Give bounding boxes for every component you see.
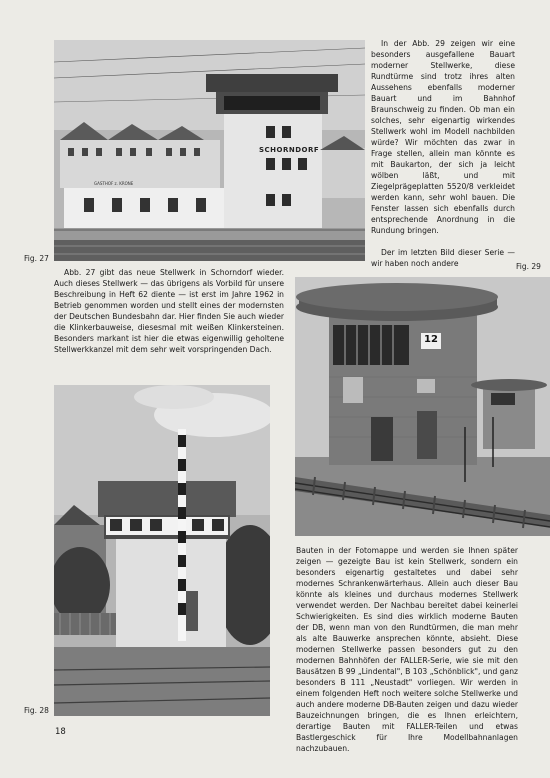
- caption-fig29: Fig. 29: [516, 262, 541, 271]
- text-right-top: In der Abb. 29 zeigen wir eine besonders ausgefallene Bauart moderner Stellwerke, diese Rundtürme sind trotz ihres alten Aussehens ebenfalls moderner Bauart und im Bahnhof Braunschweig zu finden. Ob man ein solches, sehr eigenartig wirkendes Stellwerk wohl im Modell nachbilden würde? Wir möchten das zwar in Frage stellen, allein man könnte es mit Baukarton, der sich ja leicht wölben läßt, und mit Ziegelprägeplatten 5520/8 verkleidet werden kann, sehr wohl bauen. Die Fenster lassen sich ebenfalls durch entsprechende Anordnung in die Rundung bringen.: [371, 39, 515, 235]
- caption-fig28: Fig. 28: [24, 706, 49, 715]
- photo-fig29: [295, 277, 550, 536]
- photo-fig27: [54, 40, 365, 261]
- photo-fig28: [54, 385, 270, 716]
- gasthof-sign: GASTHOF z. KRONE: [94, 181, 134, 186]
- text-right-top-continuation: Der im letzten Bild dieser Serie — wir haben noch andere: [371, 248, 515, 268]
- text-right-bottom: Bauten in der Fotomappe und werden sie Ihnen später zeigen — gezeigte Bau ist kein Stellwerk, sondern ein besonders eigenartig gestaltetes und dabei sehr modernes Schrankenwärterhaus. Allein auch dieser Bau könnte als kleines und durchaus modernes Stellwerk verwendet werden. Der Nachbau bereitet dabei keinerlei Schwierigkeiten. Es sind dies wirklich moderne Bauten der DB, wenn man von den Rundtürmen, die man mehr als alte Bauwerke ansprechen könnte, absieht. Diese modernen Stellwerke passen besonders gut zu den modernen Bahnhöfen der FALLER-Serie, wie sie mit den Bausätzen B 99 „Lindental", B 103 „Schönblick", und ganz besonders B 111 „Neustadt" vorliegen. Wir werden in einem folgenden Heft noch weitere solche Stellwerke und auch andere moderne DB-Bauten zeigen und dazu wieder Bauzeichnungen bringen, die es Ihnen erleichtern, derartige Bauten mit FALLER-Teilen und etwas Bastlergeschick für Ihre Modellbahnanlagen nachzubauen.: [296, 546, 518, 753]
- text-left-mid: Abb. 27 gibt das neue Stellwerk in Schorndorf wieder. Auch dieses Stellwerk — das übrigens als Vorbild für unsere Beschreibung in Heft 62 diente — ist erst im Jahre 1962 in Betrieb genommen worden und stellt eines der modernsten der Deutschen Bundesbahn dar. Hier finden Sie auch wieder die Klinkerbauweise, diesesmal mit weißen Klinkersteinen. Besonders markant ist hier die etwas eigenwillig geholtene Stellwerkkanzel mit dem sehr weit vorspringenden Dach.: [54, 268, 284, 354]
- tower-number-sign: 12: [424, 334, 438, 345]
- schorndorf-sign: SCHORNDORF: [259, 146, 320, 154]
- page-number: 18: [55, 727, 66, 737]
- caption-fig27: Fig. 27: [24, 254, 49, 263]
